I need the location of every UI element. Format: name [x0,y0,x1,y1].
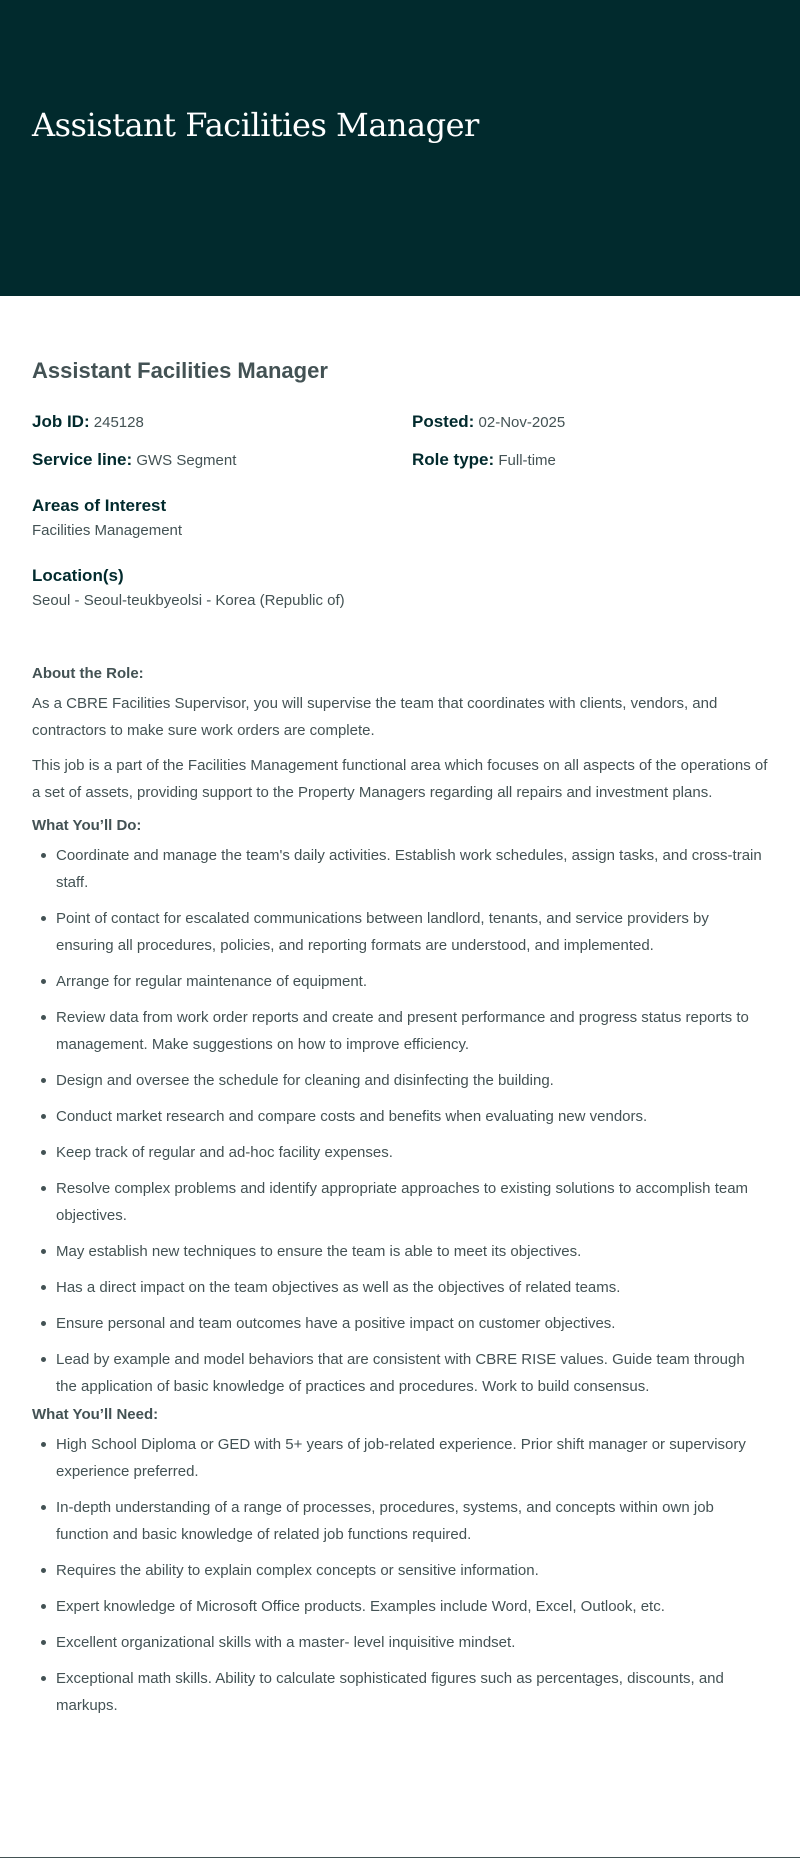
what-youll-need-heading: What You’ll Need: [32,1406,159,1423]
list-item: Exceptional math skills. Ability to calculate sophisticated figures such as percentages, discounts, and markups. [56,1665,768,1719]
job-title: Assistant Facilities Manager [32,358,328,383]
list-item: Keep track of regular and ad-hoc facility expenses. [56,1139,768,1166]
list-item: High School Diploma or GED with 5+ years of job-related experience. Prior shift manager or supervisory experience preferred. [56,1431,768,1485]
areas-of-interest-value: Facilities Management [32,522,183,539]
job-id-row [32,412,144,432]
list-item: Resolve complex problems and identify appropriate approaches to existing solutions to accomplish team objectives. [56,1175,768,1229]
role-type-value: Full-time [498,452,556,469]
what-youll-need-list [32,1431,768,1719]
hero-title: Assistant Facilities Manager [32,106,479,144]
about-paragraph: As a CBRE Facilities Supervisor, you will supervise the team that coordinates with clients, vendors, and contractors to make sure work orders are complete. [32,695,718,739]
service-line-row [32,450,236,470]
list-item: May establish new techniques to ensure the team is able to meet its objectives. [56,1238,768,1265]
list-item: Arrange for regular maintenance of equipment. [56,968,768,995]
posted-value: 02-Nov-2025 [478,414,566,431]
locations-value: Seoul - Seoul-teukbyeolsi - Korea (Republic of) [32,592,345,609]
list-item: Requires the ability to explain complex concepts or sensitive information. [56,1557,768,1584]
list-item: Conduct market research and compare costs and benefits when evaluating new vendors. [56,1103,768,1130]
areas-of-interest-heading: Areas of Interest [32,496,167,515]
about-heading: About the Role: [32,665,144,682]
hero-banner [0,0,800,296]
role-type-row [412,450,556,470]
job-description [32,662,768,1728]
list-item: In-depth understanding of a range of processes, procedures, systems, and concepts within own job function and basic knowledge of related job functions required. [56,1494,768,1548]
about-paragraph: This job is a part of the Facilities Management functional area which focuses on all aspects of the operations of a set of assets, providing support to the Property Managers regarding all repairs and investment plans. [32,757,768,801]
role-type-label: Role type: [412,450,495,469]
what-youll-do-heading: What You’ll Do: [32,817,142,834]
list-item: Coordinate and manage the team's daily activities. Establish work schedules, assign tasks, and cross-train staff. [56,842,768,896]
locations-heading: Location(s) [32,566,124,585]
list-item: Design and oversee the schedule for cleaning and disinfecting the building. [56,1067,768,1094]
service-line-label: Service line: [32,450,133,469]
list-item: Has a direct impact on the team objectives as well as the objectives of related teams. [56,1274,768,1301]
job-id-label: Job ID: [32,412,90,431]
list-item: Point of contact for escalated communications between landlord, tenants, and service providers by ensuring all procedures, policies, and reporting formats are understood, and implemented. [56,905,768,959]
job-id-value: 245128 [93,414,144,431]
list-item: Review data from work order reports and create and present performance and progress status reports to management. Make suggestions on how to improve efficiency. [56,1004,768,1058]
footer-divider [0,1857,800,1858]
service-line-value: GWS Segment [136,452,237,469]
what-youll-do-list [32,842,768,1400]
list-item: Ensure personal and team outcomes have a positive impact on customer objectives. [56,1310,768,1337]
posted-row [412,412,565,432]
posted-label: Posted: [412,412,475,431]
list-item: Lead by example and model behaviors that are consistent with CBRE RISE values. Guide team through the application of basic knowledge of practices and procedures. Work to build consensus. [56,1346,768,1400]
list-item: Excellent organizational skills with a master- level inquisitive mindset. [56,1629,768,1656]
list-item: Expert knowledge of Microsoft Office products. Examples include Word, Excel, Outlook, etc. [56,1593,768,1620]
